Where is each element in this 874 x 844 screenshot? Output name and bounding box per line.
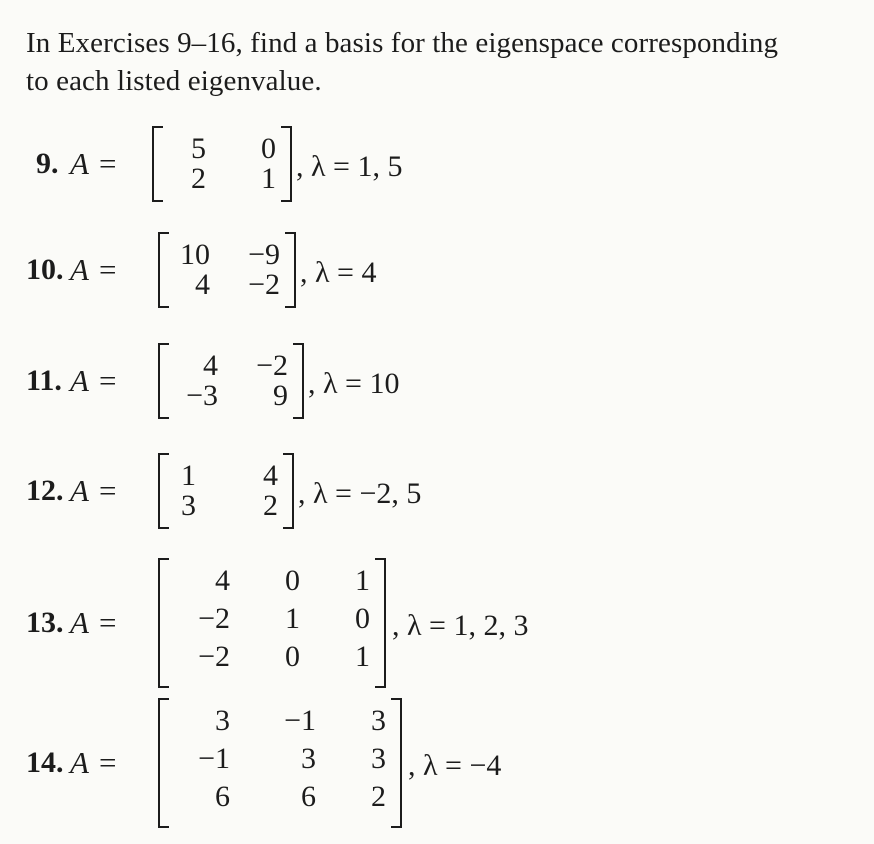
matrix-entry: 6 [301, 780, 316, 813]
matrix [154, 128, 290, 200]
matrix-entry: 6 [215, 780, 230, 813]
eigenvalue-list: , λ = 1, 5 [296, 150, 403, 183]
matrix-entry: −1 [198, 742, 230, 775]
matrix-entry: 9 [273, 379, 288, 412]
right-bracket [281, 126, 292, 202]
right-bracket [285, 232, 296, 308]
eigenvalue-list: , λ = 4 [300, 256, 377, 289]
matrix-variable [70, 745, 117, 780]
matrix [160, 700, 400, 826]
equals-sign: = [98, 252, 117, 287]
exercise-number: 13. [26, 606, 64, 639]
right-bracket [283, 453, 294, 529]
right-bracket [391, 698, 402, 828]
instructions-line-2: to each listed eigenvalue. [26, 65, 322, 97]
equals-sign: = [98, 473, 117, 508]
matrix-variable [70, 363, 117, 398]
matrix-variable [70, 473, 117, 508]
matrix-entry: 3 [371, 704, 386, 737]
exercise-number: 9. [36, 147, 59, 180]
matrix-entry: −9 [248, 238, 280, 271]
matrix-entry: 1 [285, 602, 300, 635]
eigenvalue-list: , λ = −2, 5 [298, 477, 422, 510]
matrix [160, 345, 302, 417]
variable-A: A [70, 252, 89, 287]
matrix-entry: 0 [261, 132, 276, 165]
matrix-entry: −2 [256, 349, 288, 382]
matrix-entry: 1 [355, 640, 370, 673]
variable-A: A [70, 605, 89, 640]
matrix-entry: 4 [195, 268, 210, 301]
matrix [160, 234, 294, 306]
variable-A: A [70, 363, 89, 398]
exercise-number: 12. [26, 474, 64, 507]
matrix-entry: 3 [301, 742, 316, 775]
matrix-entry: −2 [198, 640, 230, 673]
matrix-entry: 3 [181, 489, 196, 522]
left-bracket [158, 698, 169, 828]
matrix [160, 455, 292, 527]
matrix-entry: −3 [186, 379, 218, 412]
right-bracket [375, 558, 386, 688]
matrix-entry: 4 [203, 349, 218, 382]
matrix-entry: 1 [355, 564, 370, 597]
left-bracket [158, 558, 169, 688]
matrix-entry: 0 [355, 602, 370, 635]
matrix-entry: −1 [284, 704, 316, 737]
matrix-entry: 4 [215, 564, 230, 597]
matrix-entry: 2 [263, 489, 278, 522]
matrix [160, 560, 384, 686]
matrix-entry: 3 [371, 742, 386, 775]
exercise-number: 10. [26, 253, 64, 286]
matrix-variable [70, 146, 117, 181]
matrix-entry: 5 [191, 132, 206, 165]
matrix-variable [70, 252, 117, 287]
matrix-entry: 2 [191, 162, 206, 195]
eigenvalue-list: , λ = 1, 2, 3 [392, 609, 529, 642]
matrix-entry: 0 [285, 564, 300, 597]
matrix-entry: 2 [371, 780, 386, 813]
instructions-line-1: In Exercises 9–16, find a basis for the eigenspace corresponding [26, 27, 779, 59]
matrix-entry: 0 [285, 640, 300, 673]
matrix-variable [70, 605, 117, 640]
matrix-entry: −2 [248, 268, 280, 301]
matrix-entry: 1 [181, 459, 196, 492]
eigenvalue-list: , λ = −4 [408, 749, 502, 782]
left-bracket [158, 343, 169, 419]
equals-sign: = [98, 745, 117, 780]
matrix-entry: 4 [263, 459, 278, 492]
equals-sign: = [98, 146, 117, 181]
matrix-entry: 1 [261, 162, 276, 195]
variable-A: A [70, 146, 89, 181]
exercise-number: 14. [26, 746, 64, 779]
variable-A: A [70, 745, 89, 780]
eigenvalue-list: , λ = 10 [308, 367, 400, 400]
equals-sign: = [98, 363, 117, 398]
matrix-entry: −2 [198, 602, 230, 635]
matrix-entry: 10 [180, 238, 210, 271]
equals-sign: = [98, 605, 117, 640]
matrix-entry: 3 [215, 704, 230, 737]
exercise-number: 11. [26, 364, 62, 397]
variable-A: A [70, 473, 89, 508]
right-bracket [293, 343, 304, 419]
exercise-instructions [26, 24, 871, 100]
